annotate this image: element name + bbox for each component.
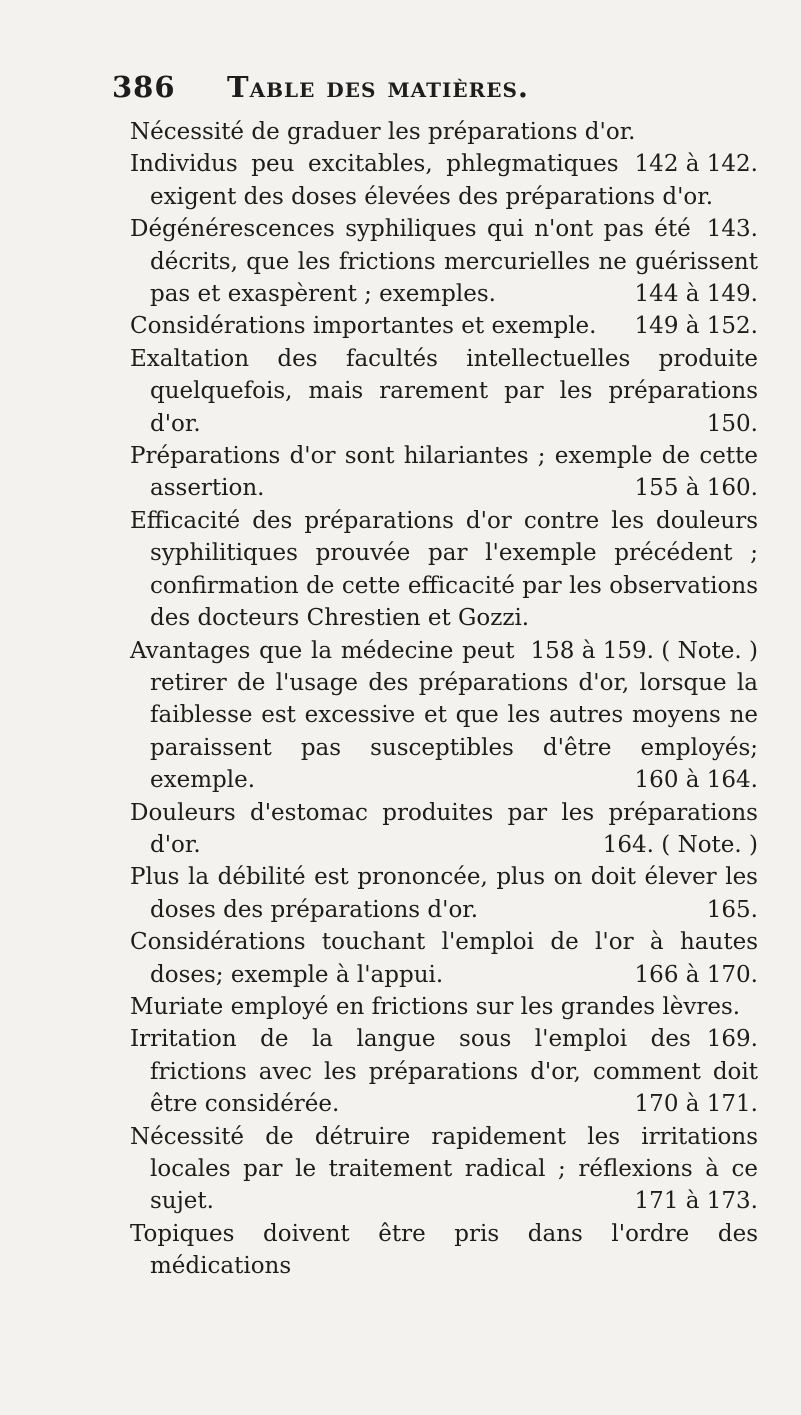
toc-entry [130,1023,758,1120]
page-number: 386 [112,70,176,104]
toc-entry [130,343,758,440]
page-reference: 171 à 173. [634,1188,758,1215]
toc-entry [130,440,758,505]
toc-entry [130,991,758,1053]
entry-text: Topiques doivent être pris dans l'ordre des médications [130,1220,758,1280]
toc-entry [130,861,758,926]
running-title: Table des matières. [227,70,529,104]
toc-entry [130,505,758,664]
toc-entry [130,926,758,991]
toc-entry [130,148,758,243]
page-reference: 170 à 171. [634,1091,758,1118]
entry-text: Plus la débilité est prononcée, plus on doit élever les doses des préparations d'or. [130,864,758,923]
page-reference: 155 à 160. [634,475,758,502]
entry-text: Muriate employé en frictions sur les grandes lèvres. [130,993,741,1020]
toc-entry [130,1121,758,1218]
table-of-contents [0,116,801,1283]
page-reference: 143. [706,216,758,243]
toc-entry [130,1218,758,1283]
page-reference: 160 à 164. [634,767,758,794]
page-reference: 142 à 142. [634,151,758,178]
toc-entry [130,797,758,862]
toc-entry [130,310,758,342]
entry-text: Considérations importantes et exemple. [130,313,597,340]
entry-text: Individus peu excitables, phlegmatiques exigent des doses élevées des préparations d'or. [130,151,714,210]
entry-text: Dégénérescences syphiliques qui n'ont pas été décrits, que les frictions mercurielles ne guérissent pas et exaspèrent ; exemples. [130,216,758,308]
entry-text: Considérations touchant l'emploi de l'or à hautes doses; exemple à l'appui. [130,929,758,988]
entry-text: Exaltation des facultés intellectuelles produite quelquefois, mais rarement par les préparations d'or. [130,345,758,437]
entry-text: Efficacité des préparations d'or contre les douleurs syphilitiques prouvée par l'exemple précédent ; confirmation de cette efficacité par les observations des docteurs Chrestien et Gozzi. [130,507,758,632]
entry-text: Irritation de la langue sous l'emploi des frictions avec les préparations d'or, comment doit être considérée. [130,1026,758,1118]
page-reference: 144 à 149. [634,281,758,308]
page-header [112,70,762,110]
toc-entry [130,635,758,797]
entry-text: Douleurs d'estomac produites par les préparations d'or. [130,799,758,858]
entry-text: Nécessité de détruire rapidement les irritations locales par le traitement radical ; réflexions à ce sujet. [130,1123,758,1215]
page-reference: 166 à 170. [634,961,758,988]
entry-text: Nécessité de graduer les préparations d'or. [130,119,636,145]
page-reference: 158 à 159. ( Note. ) [530,637,758,664]
toc-entry [130,116,758,178]
page-reference: 164. ( Note. ) [602,831,758,858]
toc-entry [130,213,758,310]
page-reference: 165. [706,896,758,923]
page-reference: 149 à 152. [634,313,758,340]
entry-text: Préparations d'or sont hilariantes ; exemple de cette assertion. [130,443,758,502]
page-reference: 169. [706,1026,758,1053]
page-reference: 150. [706,410,758,437]
entry-text: Avantages que la médecine peut retirer de l'usage des préparations d'or, lorsque la faiblesse est excessive et que les autres moyens ne paraissent pas susceptibles d'être employés; exemple. [130,637,758,794]
